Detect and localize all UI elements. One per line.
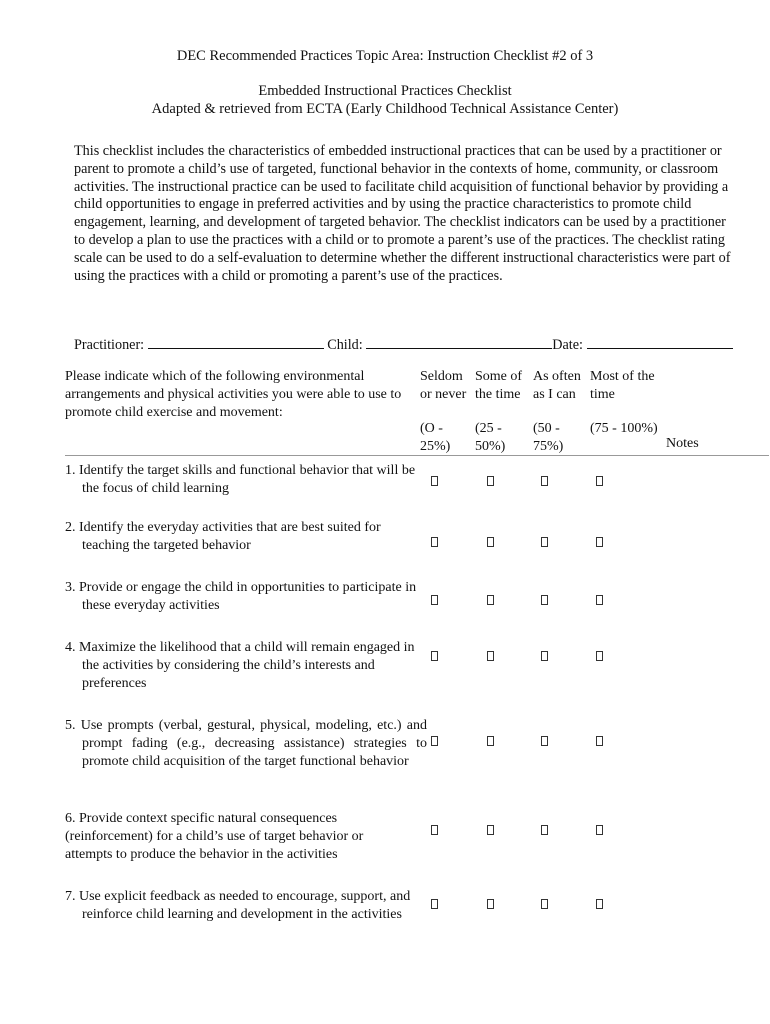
item-3-most-checkbox[interactable]	[596, 595, 603, 605]
checklist-item-7: 7. Use explicit feedback as needed to encourage, support, and reinforce child learning and development in the activities	[65, 889, 411, 922]
item-4-some-checkbox[interactable]	[487, 651, 494, 661]
item-2-seldom-checkbox[interactable]	[431, 537, 438, 547]
practitioner-field[interactable]	[148, 335, 324, 349]
item-1-most-checkbox[interactable]	[596, 476, 603, 486]
notes-header: Notes	[666, 436, 699, 451]
checklist-item-3: 3. Provide or engage the child in opportunities to participate in these everyday activities	[65, 580, 417, 613]
item-4-most-checkbox[interactable]	[596, 651, 603, 661]
document-title: DEC Recommended Practices Topic Area: Instruction Checklist #2 of 3	[176, 48, 594, 64]
item-2-most-checkbox[interactable]	[596, 537, 603, 547]
date-label: Date:	[552, 337, 583, 353]
item-7-seldom-checkbox[interactable]	[431, 899, 438, 909]
checklist-item-4: 4. Maximize the likelihood that a child will remain engaged in the activities by considering the child’s interests and preferences	[65, 640, 415, 691]
item-6-seldom-checkbox[interactable]	[431, 825, 438, 835]
column-range-often: (50 - 75%)	[533, 421, 564, 454]
item-5-most-checkbox[interactable]	[596, 736, 603, 746]
checklist-item-1: 1. Identify the target skills and functional behavior that will be the focus of child learning	[65, 463, 416, 496]
column-header-some: Some of the time	[475, 369, 523, 402]
item-7-often-checkbox[interactable]	[541, 899, 548, 909]
column-header-often: As often as I can	[533, 369, 581, 402]
item-3-some-checkbox[interactable]	[487, 595, 494, 605]
checklist-title: Embedded Instructional Practices Checklist	[258, 83, 512, 99]
item-1-some-checkbox[interactable]	[487, 476, 494, 486]
practitioner-label: Practitioner:	[74, 337, 145, 353]
item-2-often-checkbox[interactable]	[541, 537, 548, 547]
item-4-seldom-checkbox[interactable]	[431, 651, 438, 661]
item-3-often-checkbox[interactable]	[541, 595, 548, 605]
source-line: Adapted & retrieved from ECTA (Early Childhood Technical Assistance Center)	[151, 101, 619, 117]
item-5-some-checkbox[interactable]	[487, 736, 494, 746]
item-1-seldom-checkbox[interactable]	[431, 476, 438, 486]
item-4-often-checkbox[interactable]	[541, 651, 548, 661]
column-range-some: (25 - 50%)	[475, 421, 506, 454]
column-range-most: (75 - 100%)	[590, 421, 658, 436]
intro-paragraph: This checklist includes the characteristics of embedded instructional practices that can be used by a practitioner or parent to promote a child’s use of targeted, functional behavior in the contexts of home, community, or classroom activities. The instructional practice can be used to facilitate child acquisition of functional behavior by providing a child opportunities to engage in preferred activities and by using the practice characteristics to promote child engagement, learning, and development of targeted behavior. The checklist indicators can be used by a practitioner to develop a plan to use the practices with a child or to promote a parent’s use of the practices. The checklist rating scale can be used to do a self-evaluation to determine whether the different instructional characteristics were part of using the practices with a child or promoting a parent’s use of the practices.	[74, 143, 731, 284]
child-field[interactable]	[366, 335, 552, 349]
column-header-most: Most of the time	[590, 369, 655, 402]
child-label: Child:	[327, 337, 363, 353]
checklist-item-5: 5. Use prompts (verbal, gestural, physical, modeling, etc.) and prompt fading (e.g., decreasing assistance) strategies to promote child acquisition of the target functional behavior	[65, 718, 427, 769]
item-5-often-checkbox[interactable]	[541, 736, 548, 746]
checklist-item-6: 6. Provide context specific natural consequences (reinforcement) for a child’s use of target behavior or attempts to produce the behavior in the activities	[65, 811, 364, 862]
item-6-some-checkbox[interactable]	[487, 825, 494, 835]
item-7-some-checkbox[interactable]	[487, 899, 494, 909]
date-field[interactable]	[587, 335, 733, 349]
item-5-seldom-checkbox[interactable]	[431, 736, 438, 746]
rating-prompt: Please indicate which of the following environmental arrangements and physical activities you were able to use to promote child exercise and movement:	[65, 369, 402, 420]
item-7-most-checkbox[interactable]	[596, 899, 603, 909]
info-row	[74, 335, 744, 354]
column-header-seldom: Seldom or never	[420, 369, 467, 402]
item-1-often-checkbox[interactable]	[541, 476, 548, 486]
item-2-some-checkbox[interactable]	[487, 537, 494, 547]
header-divider	[65, 455, 769, 456]
item-3-seldom-checkbox[interactable]	[431, 595, 438, 605]
checklist-item-2: 2. Identify the everyday activities that are best suited for teaching the targeted behavior	[65, 520, 381, 553]
item-6-most-checkbox[interactable]	[596, 825, 603, 835]
column-range-seldom: (O - 25%)	[420, 421, 451, 454]
item-6-often-checkbox[interactable]	[541, 825, 548, 835]
